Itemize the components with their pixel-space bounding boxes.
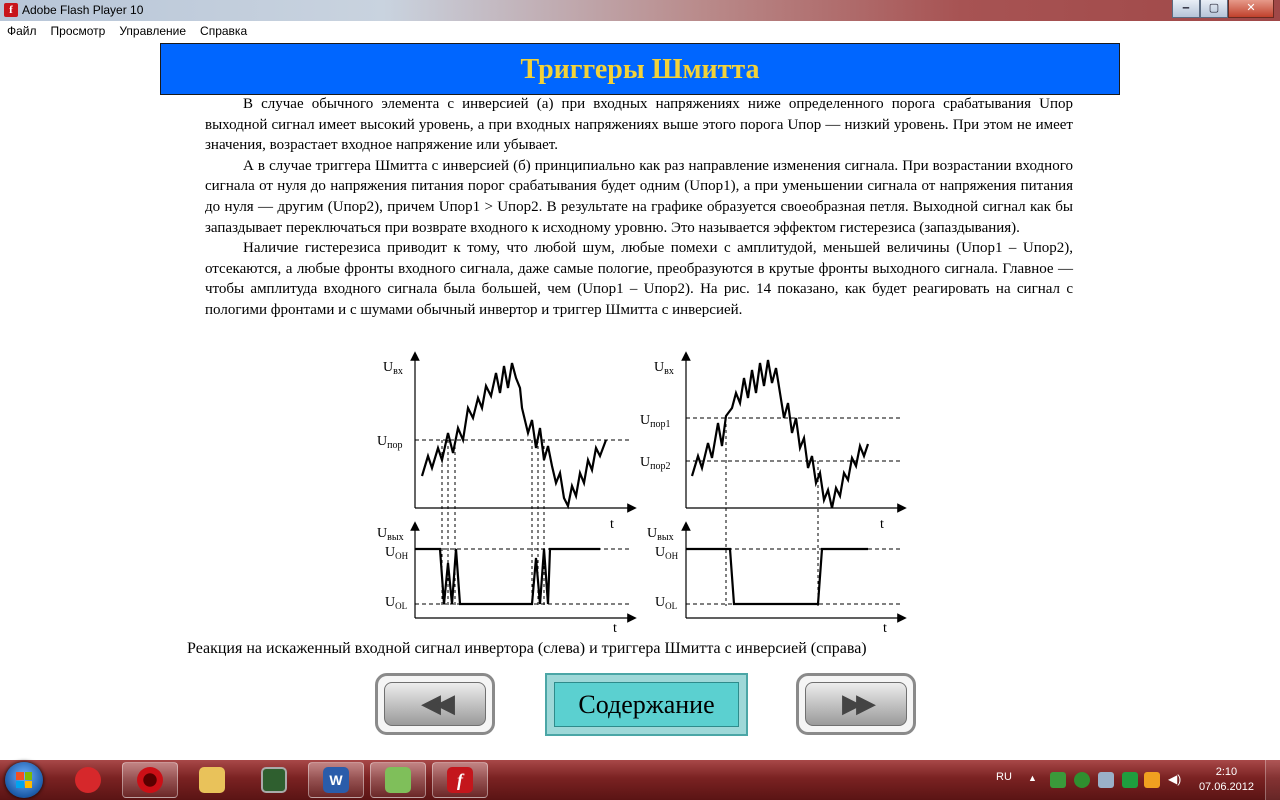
- network-icon[interactable]: [1050, 772, 1066, 788]
- left-uin-label: $U_{вх}$: [383, 360, 403, 377]
- fast-forward-icon: ▶▶: [842, 689, 870, 719]
- schmitt-figure: [370, 348, 910, 636]
- word-icon: W: [323, 767, 349, 793]
- rewind-icon: ◀◀: [421, 689, 449, 719]
- menu-bar: [0, 21, 1280, 40]
- right-uol-label: $U_{OL}$: [655, 595, 678, 611]
- recycle-bin-icon: [385, 767, 411, 793]
- left-output-plot: [377, 526, 632, 636]
- forward-button[interactable]: [796, 673, 916, 735]
- taskbar-explorer[interactable]: [184, 762, 240, 798]
- taskbar-recycle[interactable]: [370, 762, 426, 798]
- page-title: Триггеры Шмитта: [520, 54, 760, 85]
- contents-button[interactable]: [545, 673, 748, 736]
- close-button[interactable]: ✕: [1228, 0, 1274, 18]
- menu-view[interactable]: Просмотр: [50, 24, 106, 38]
- menu-file[interactable]: Файл: [7, 24, 37, 38]
- right-uoh-label: $U_{OH}$: [655, 545, 679, 561]
- mail-icon[interactable]: [1122, 772, 1138, 788]
- left-uol-label: $U_{OL}$: [385, 595, 408, 611]
- flash-icon: f: [447, 767, 473, 793]
- taskbar: [0, 760, 1280, 800]
- lesson-text: [205, 94, 1073, 321]
- page-header: [160, 43, 1120, 95]
- clock[interactable]: [1199, 765, 1254, 795]
- contents-button-face[interactable]: [554, 682, 739, 727]
- paragraph: А в случае триггера Шмитта с инверсией (б) принципиально как раз направление изменения сигнала. При возрастании входного сигнала от нуля до напряжения питания порог срабатывания будет одним (Uпор1), а при уменьшении сигнала от напряжения питания до нуля — другим (Uпор2), причем Uпор1 > Uпор2. В результате на графике образуется своеобразная петля. Выходной сигнал как бы запаздывает переключаться при возврате входного к исходному уровню. Это называется эффектом гистерезиса (запаздывания).: [205, 157, 1073, 236]
- forward-button-face[interactable]: [805, 682, 907, 726]
- right-uout-label: $U_{вых}$: [647, 526, 674, 543]
- window-controls: [1172, 0, 1274, 18]
- show-desktop-button[interactable]: [1265, 760, 1280, 800]
- tray-app-icon[interactable]: [1098, 772, 1114, 788]
- back-button[interactable]: [375, 673, 495, 735]
- paragraph: В случае обычного элемента с инверсией (а) при входных напряжениях ниже определенного порога срабатывания Uпор выходной сигнал имеет высокий уровень, а при входных напряжениях выше этого порога Uпор — низкий уровень. При этом не имеет значения, возрастает входное напряжение или убывает.: [205, 96, 1073, 154]
- clock-time: 2:10: [1215, 766, 1238, 778]
- opera-icon: [137, 767, 163, 793]
- left-t-label: t: [610, 517, 614, 532]
- pause-icon[interactable]: [1144, 772, 1160, 788]
- right-uth2-label: $U_{пор2}$: [640, 455, 671, 472]
- taskbar-word[interactable]: [308, 762, 364, 798]
- contents-button-label: Содержание: [578, 689, 715, 719]
- back-button-face[interactable]: [384, 682, 486, 726]
- antivirus-icon: [75, 767, 101, 793]
- volume-icon[interactable]: ◀): [1168, 772, 1182, 786]
- maximize-button[interactable]: ▢: [1200, 0, 1228, 18]
- flash-app-icon: f: [4, 3, 18, 17]
- figure-caption: Реакция на искаженный входной сигнал инвертора (слева) и триггера Шмитта с инверсией (справа): [187, 640, 867, 657]
- right-t-out-label: t: [883, 621, 887, 636]
- menu-control[interactable]: Управление: [119, 24, 187, 38]
- minimize-button[interactable]: ‒: [1172, 0, 1200, 18]
- folder-icon: [199, 767, 225, 793]
- window-title: Adobe Flash Player 10: [22, 3, 144, 17]
- taskbar-flash[interactable]: [432, 762, 488, 798]
- taskbar-task-manager[interactable]: [246, 762, 302, 798]
- right-input-plot: [640, 356, 902, 606]
- torrent-icon[interactable]: [1074, 772, 1090, 788]
- taskbar-opera[interactable]: [122, 762, 178, 798]
- left-t-out-label: t: [613, 621, 617, 636]
- system-tray: [980, 760, 1280, 800]
- left-uoh-label: $U_{OH}$: [385, 545, 409, 561]
- right-output-plot: [647, 526, 902, 636]
- windows-logo-icon: [16, 772, 32, 788]
- clock-date: 07.06.2012: [1198, 781, 1254, 793]
- menu-help[interactable]: Справка: [200, 24, 248, 38]
- right-t-label: t: [880, 517, 884, 532]
- right-uth1-label: $U_{пор1}$: [640, 413, 671, 430]
- monitor-icon: [261, 767, 287, 793]
- taskbar-antivirus[interactable]: [60, 762, 116, 798]
- right-uin-label: $U_{вх}$: [654, 360, 674, 377]
- window-titlebar: [0, 0, 1280, 21]
- left-uout-label: $U_{вых}$: [377, 526, 404, 543]
- language-indicator[interactable]: RU: [996, 771, 1012, 783]
- paragraph: Наличие гистерезиса приводит к тому, что любой шум, любые помехи с амплитудой, меньшей величины (Uпор1 – Uпор2), отсекаются, а любые фронты входного сигнала, даже самые пологие, преобразуются в крутые фронты выходного сигнала. Главное — чтобы амплитуда входного сигнала была большей, чем (Uпор1 – Uпор2). На рис. 14 показано, как будет реагировать на сигнал с пологими фронтами и с шумами обычный инвертор и триггер Шмитта с инверсией.: [205, 240, 1073, 318]
- start-button[interactable]: [5, 762, 43, 798]
- show-hidden-icons[interactable]: ▲: [1028, 773, 1037, 783]
- left-uth-label: $U_{пор}$: [377, 434, 403, 451]
